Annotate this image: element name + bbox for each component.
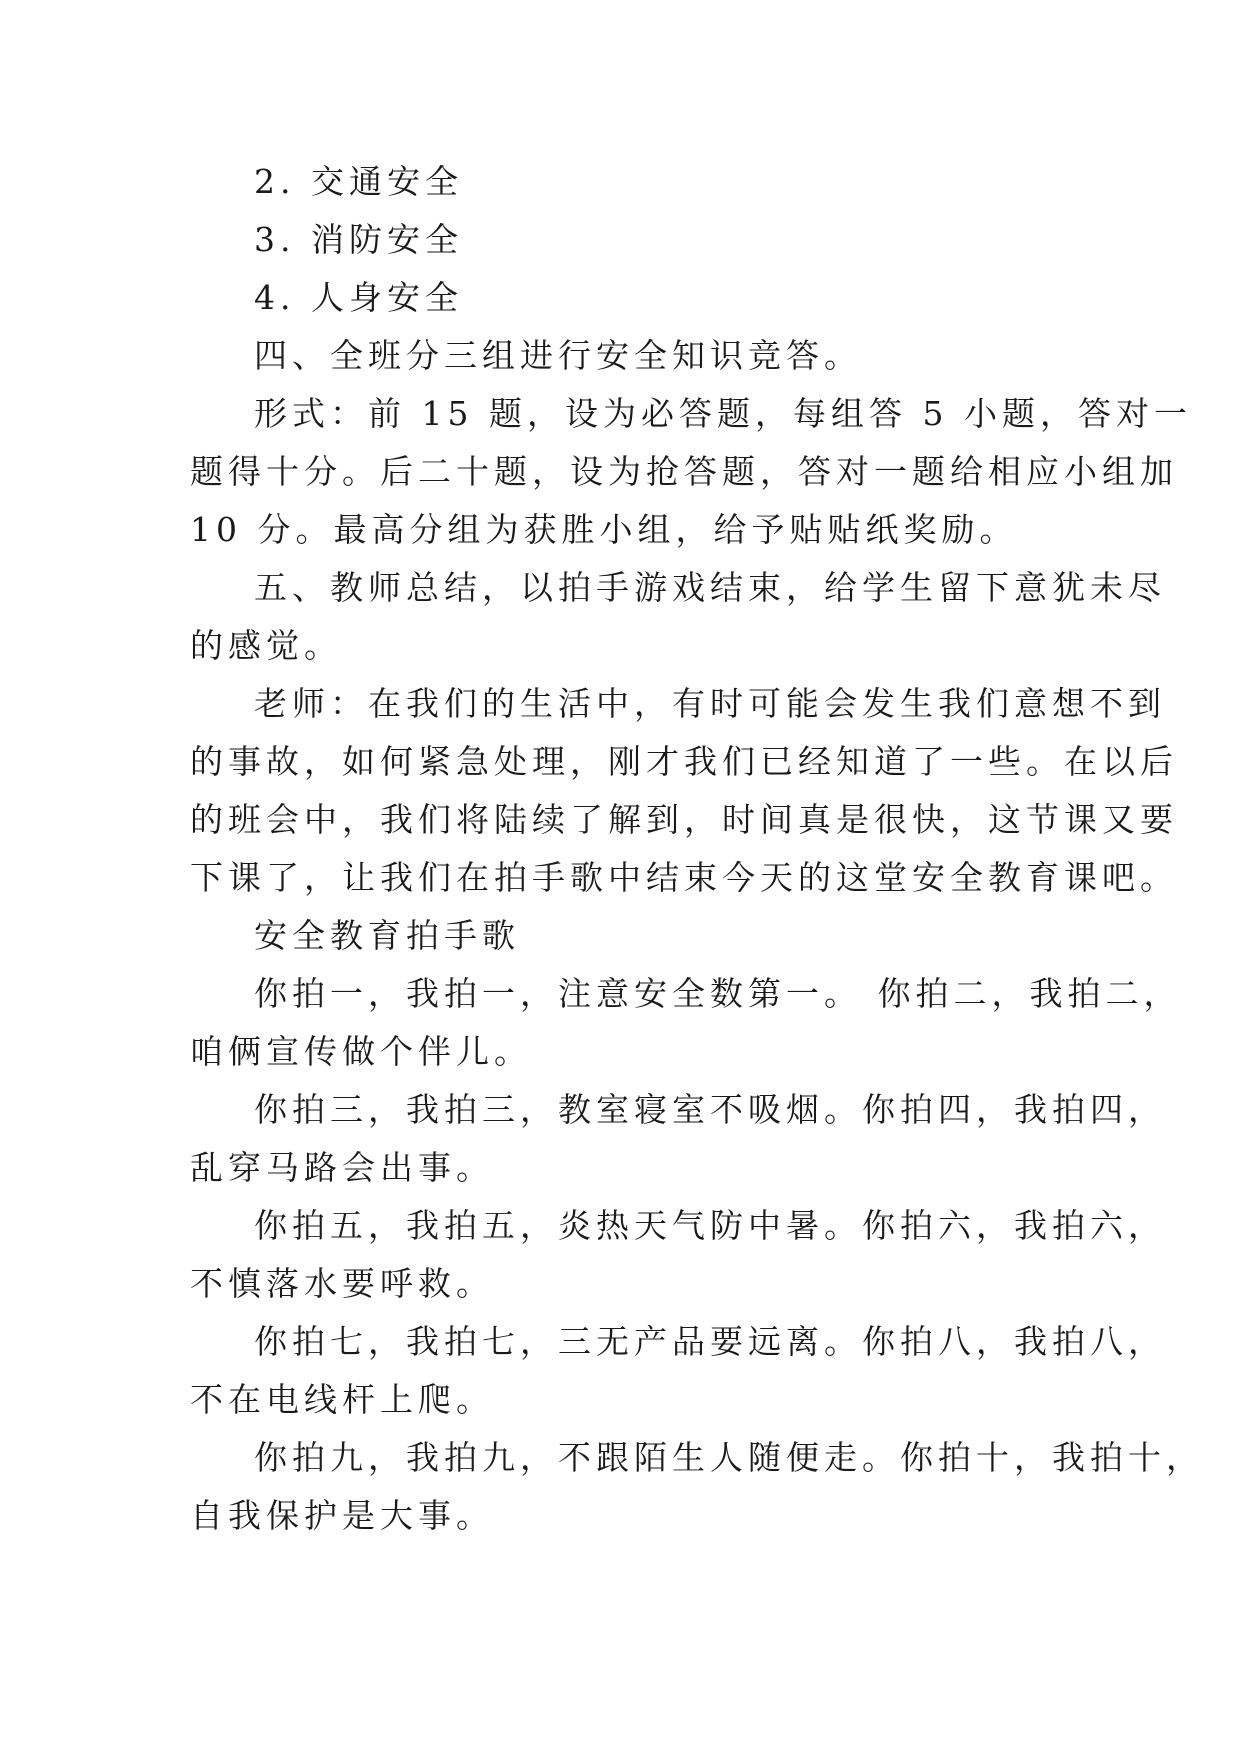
verse [190,1313,1166,1429]
list-item: 4. 人身安全 [254,278,463,317]
verse-line: 你拍九，我拍九，不跟陌生人随便走。你拍十，我拍十， [254,1438,1204,1477]
verse-line: 自我保护是大事。 [190,1496,494,1535]
verse [190,1081,1166,1197]
verse [190,1429,1204,1545]
paragraph-line: 老师：在我们的生活中，有时可能会发生我们意想不到 [254,684,1166,723]
paragraph-line: 题得十分。后二十题，设为抢答题，答对一题给相应小组加 [190,452,1178,491]
list-item: 3. 消防安全 [254,220,463,259]
verse-line: 你拍三，我拍三，教室寝室不吸烟。你拍四，我拍四， [254,1090,1166,1129]
paragraph-section-5 [190,559,1166,675]
section-heading-4: 四、全班分三组进行安全知识竞答。 [254,336,862,375]
verse-line: 你拍七，我拍七，三无产品要远离。你拍八，我拍八， [254,1322,1166,1361]
paragraph-form [190,385,1192,559]
verse-line: 乱穿马路会出事。 [190,1148,494,1187]
paragraph-line: 的班会中，我们将陆续了解到，时间真是很快，这节课又要 [190,800,1178,839]
verse [190,1197,1166,1313]
paragraph-line: 形式：前 15 题，设为必答题，每组答 5 小题，答对一 [254,394,1192,433]
paragraph-line: 下课了，让我们在拍手歌中结束今天的这堂安全教育课吧。 [190,858,1178,897]
paragraph-teacher [190,675,1178,907]
verse-line: 咱俩宣传做个伴儿。 [190,1032,532,1071]
paragraph-line: 的事故，如何紧急处理，刚才我们已经知道了一些。在以后 [190,742,1178,781]
list-item: 2. 交通安全 [254,162,463,201]
verse-line: 不慎落水要呼救。 [190,1264,494,1303]
verse-line: 你拍五，我拍五，炎热天气防中暑。你拍六，我拍六， [254,1206,1166,1245]
paragraph-line: 的感觉。 [190,626,342,665]
song-title: 安全教育拍手歌 [254,916,520,955]
paragraph-line: 10 分。最高分组为获胜小组，给予贴贴纸奖励。 [190,510,1018,549]
document-body [190,153,1204,1545]
verse-line: 不在电线杆上爬。 [190,1380,494,1419]
paragraph-line: 五、教师总结，以拍手游戏结束，给学生留下意犹未尽 [254,568,1166,607]
verse [190,965,1182,1081]
verse-line: 你拍一，我拍一，注意安全数第一。 你拍二，我拍二， [254,974,1182,1013]
